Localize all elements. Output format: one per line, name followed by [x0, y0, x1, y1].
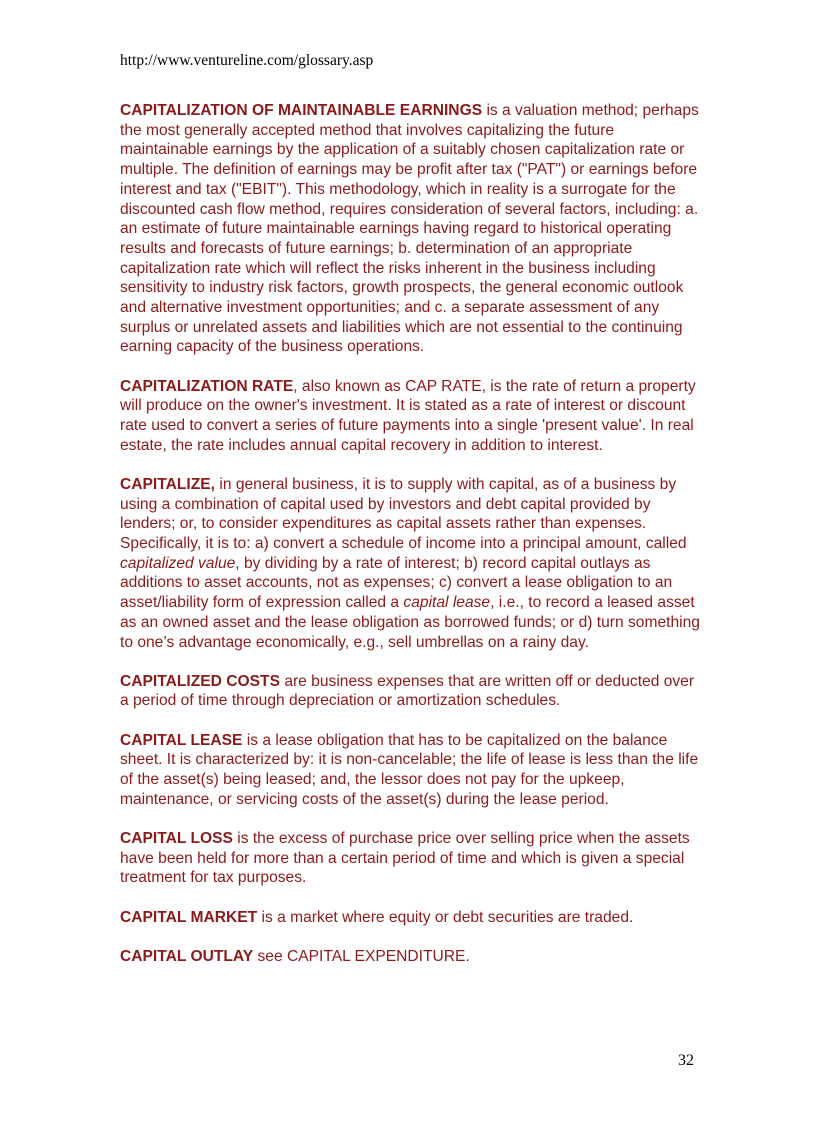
glossary-entry-capital-outlay — [120, 947, 705, 967]
glossary-definition: , also known as CAP RATE, is the rate of return a property will produce on the owner's investment. It is stated as a rate of interest or discount rate used to convert a series of future payments into a single 'present value'. In real estate, the rate includes annual capital recovery in addition to interest. — [120, 377, 696, 454]
header-url: http://www.ventureline.com/glossary.asp — [120, 52, 374, 69]
page-number: 32 — [678, 1052, 694, 1069]
glossary-term: CAPITAL LOSS — [120, 830, 233, 847]
glossary-definition: see CAPITAL EXPENDITURE. — [253, 947, 470, 965]
glossary-entry-capital-loss — [120, 829, 705, 888]
glossary-term: CAPITALIZE, — [120, 475, 216, 493]
glossary-term: CAPITALIZATION OF MAINTAINABLE EARNINGS — [120, 102, 483, 119]
glossary-term: CAPITAL MARKET — [120, 908, 258, 926]
glossary-term: CAPITAL LEASE — [120, 731, 243, 749]
glossary-term: CAPITALIZATION RATE — [120, 377, 294, 395]
glossary-italic-term: capital lease — [403, 594, 491, 612]
glossary-italic-term: capitalized value — [120, 554, 236, 572]
glossary-term: CAPITAL OUTLAY — [120, 947, 254, 965]
glossary-entry-capitalized-costs — [120, 672, 705, 711]
glossary-definition: , i.e., to record a leased asset as an owned asset and the lease obligation as borrowed funds; or d) turn something to one’s advantage economically, e.g., sell umbrellas on a rainy day. — [120, 594, 700, 651]
glossary-entry-capitalize — [120, 475, 705, 652]
glossary-definition: are business expenses that are written off or deducted over a period of time through depreciation or amortization schedules. — [120, 672, 695, 710]
glossary-term: CAPITALIZED COSTS — [120, 672, 280, 690]
glossary-entry-capital-lease — [120, 731, 705, 810]
glossary-entry-capitalization-rate — [120, 377, 705, 456]
glossary-entry-capitalization-of-maintainable-earnings — [120, 101, 705, 357]
glossary-content — [120, 101, 705, 986]
glossary-definition: is the excess of purchase price over selling price when the assets have been held for more than a certain period of time and which is given a special treatment for tax purposes. — [120, 830, 690, 887]
glossary-definition: in general business, it is to supply with capital, as of a business by using a combination of capital used by investors and debt capital provided by lenders; or, to consider expenditures as capital assets rather than expenses. Specifically, it is to: a) convert a schedule of income into a principal amount, called — [120, 475, 687, 553]
glossary-definition: is a lease obligation that has to be capitalized on the balance sheet. It is characterized by: it is non-cancelable; the life of lease is less than the life of the asset(s) being leased; and, the lessor does not pay for the upkeep, maintenance, or servicing costs of the asset(s) during the lease period. — [120, 731, 699, 808]
glossary-definition: is a market where equity or debt securities are traded. — [257, 908, 634, 926]
glossary-definition: , by dividing by a rate of interest; b) record capital outlays as additions to asset accounts, not as expenses; c) convert a lease obligation to an asset/liability form of expression called a — [120, 554, 673, 612]
glossary-entry-capital-market — [120, 908, 705, 928]
glossary-definition: is a valuation method; perhaps the most generally accepted method that involves capitalizing the future maintainable earnings by the application of a suitably chosen capitalization rate or multiple. The definition of earnings may be profit after tax ("PAT") or earnings before interest and tax ("EBIT"). This methodology, which in reality is a surrogate for the discounted cash flow method, requires consideration of several factors, including: a. an estimate of future maintainable earnings having regard to historical operating results and forecasts of future earnings; b. determination of an appropriate capitalization rate which will reflect the risks inherent in the business including sensitivity to industry risk factors, growth prospects, the general economic outlook and alternative investment opportunities; and c. a separate assessment of any surplus or unrelated assets and liabilities which are not essential to the continuing earning capacity of the business operations. — [120, 102, 699, 356]
